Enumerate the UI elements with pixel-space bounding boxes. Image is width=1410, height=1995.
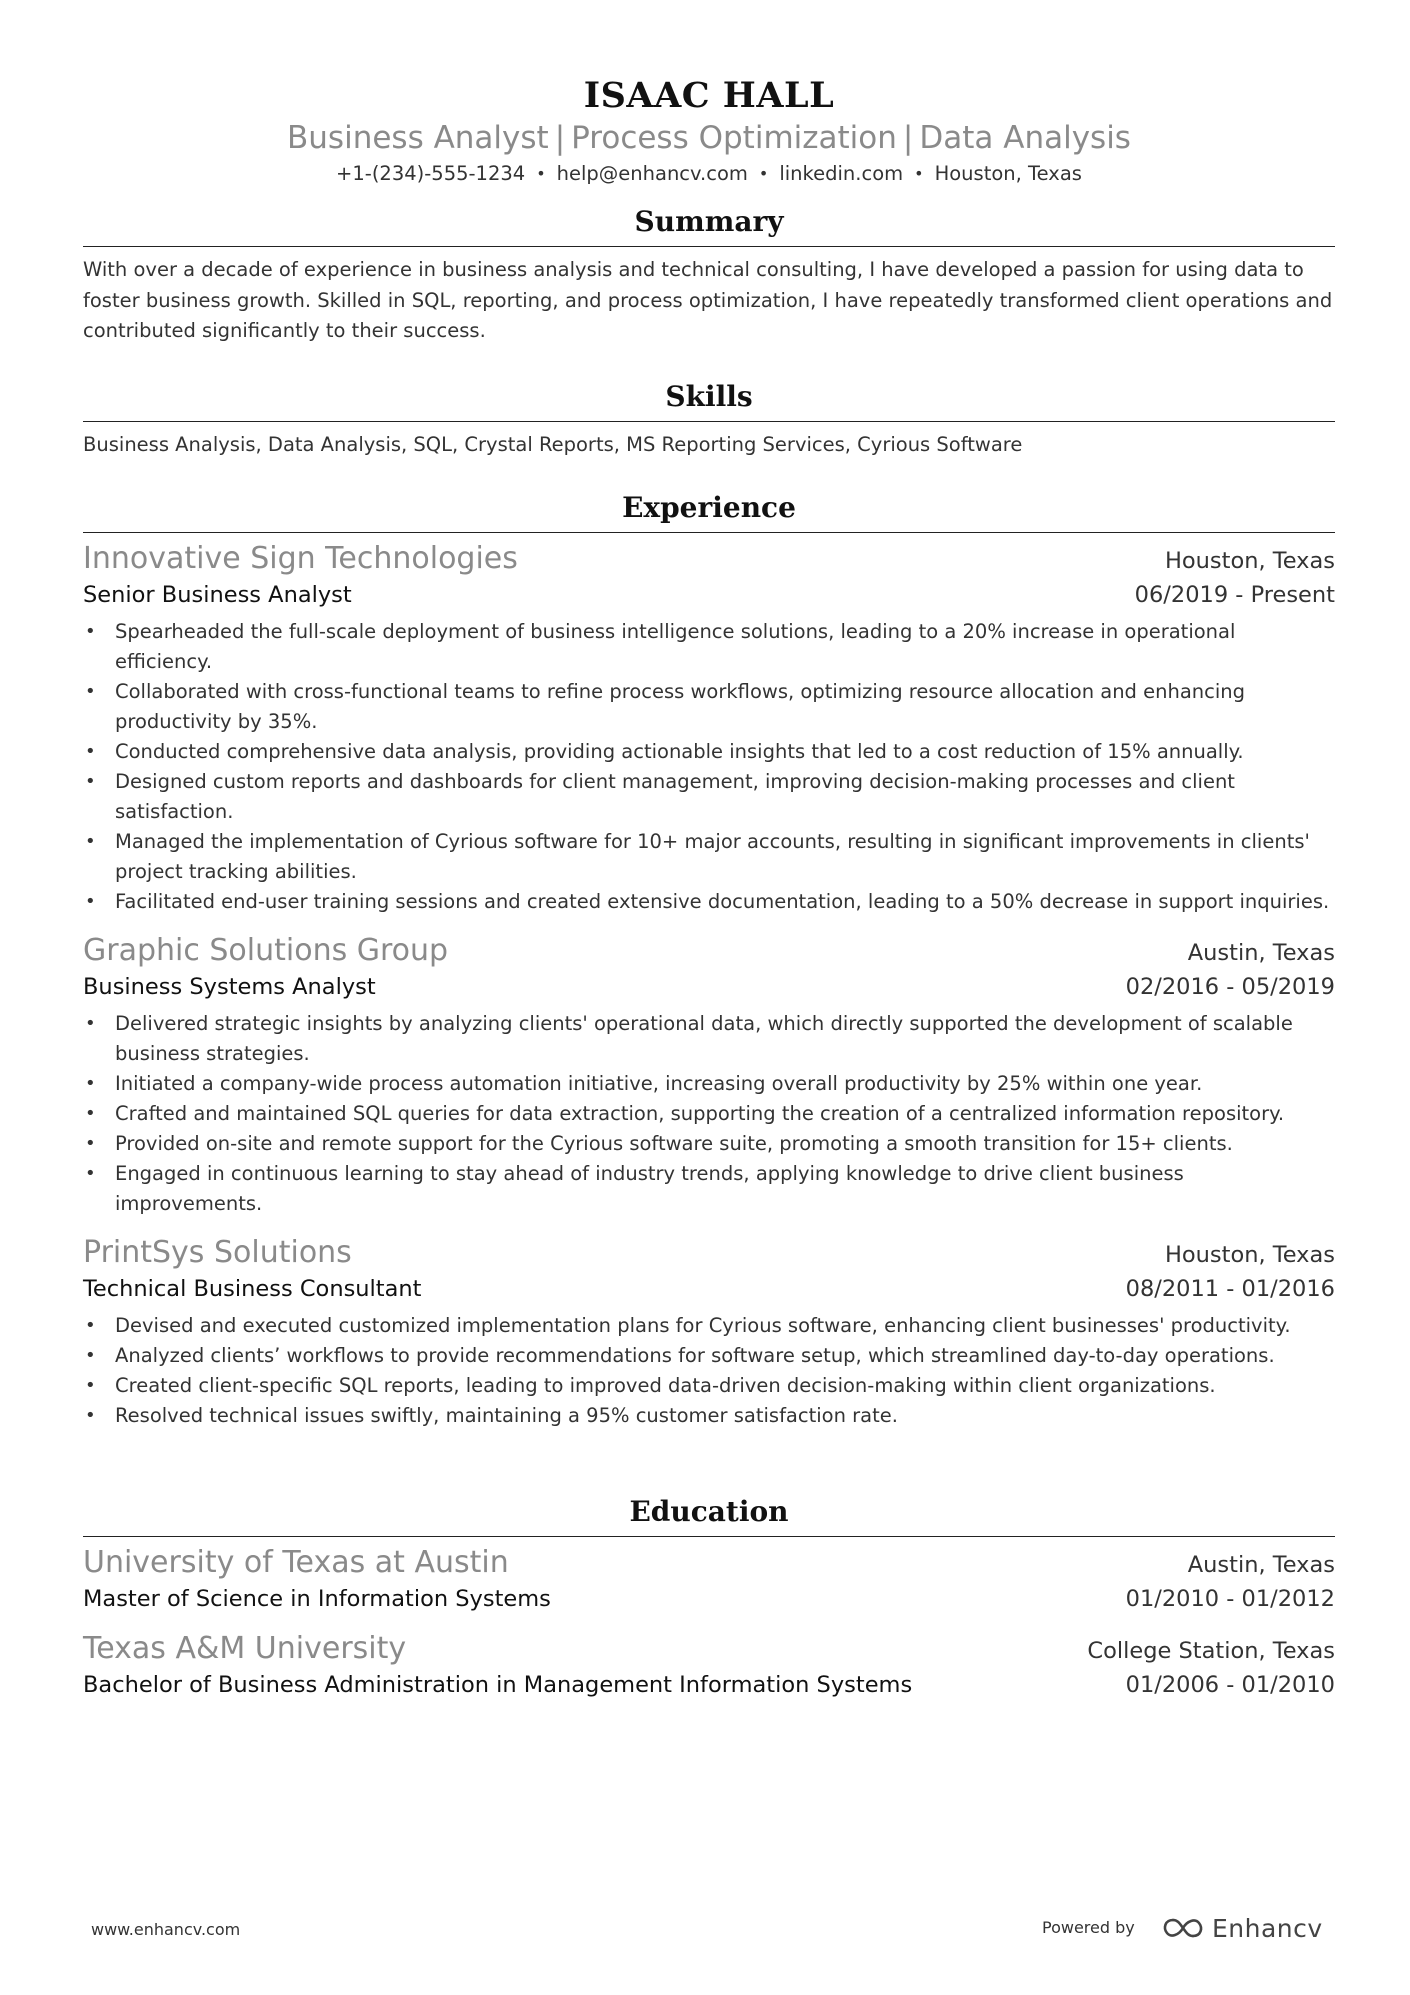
experience-entry [83, 931, 1335, 1219]
resume-page [83, 0, 1335, 1698]
skills-text: Business Analysis, Data Analysis, SQL, Crystal Reports, MS Reporting Services, Cyrious Software [83, 433, 1023, 456]
achievement-list [83, 1009, 1335, 1219]
section-title-skills: Skills [83, 379, 1335, 422]
email-link[interactable]: help@enhancv.com [556, 162, 748, 185]
footer-url-link[interactable]: www.enhancv.com [91, 1920, 241, 1939]
school-name: Texas A&M University [83, 1631, 407, 1666]
achievement-item: • Analyzed clients’ workflows to provide recommendations for software setup, which streamlined day-to-day operations. [83, 1341, 1335, 1371]
contact-separator: • [914, 164, 924, 183]
job-title: Technical Business Consultant [83, 1276, 422, 1302]
achievement-item: • Resolved technical issues swiftly, maintaining a 95% customer satisfaction rate. [83, 1401, 1335, 1431]
education-dates: 01/2010 - 01/2012 [1125, 1586, 1335, 1612]
enhancv-logo-icon [1160, 1916, 1206, 1940]
contact-line [83, 160, 1335, 189]
education-section [83, 1494, 1335, 1701]
job-dates: 02/2016 - 05/2019 [1125, 974, 1335, 1000]
headline-item: Data Analysis [919, 120, 1131, 156]
achievement-item: • Spearheaded the full-scale deployment of business intelligence solutions, leading to a 20% increase in operational efficiency. [83, 617, 1335, 677]
job-dates: 08/2011 - 01/2016 [1125, 1276, 1335, 1302]
contact-separator: • [536, 164, 546, 183]
phone: +1-(234)-555-1234 [336, 162, 526, 185]
job-location: Austin, Texas [1187, 940, 1335, 966]
achievement-item: • Crafted and maintained SQL queries for data extraction, supporting the creation of a centralized information repository. [83, 1099, 1335, 1129]
summary-section [83, 204, 1335, 347]
education-entry [83, 1543, 1335, 1615]
achievement-item: • Facilitated end-user training sessions and created extensive documentation, leading to a 50% decrease in support inquiries. [83, 887, 1335, 917]
job-title: Senior Business Analyst [83, 582, 352, 608]
achievement-item: • Collaborated with cross-functional teams to refine process workflows, optimizing resource allocation and enhancing productivity by 35%. [83, 677, 1335, 737]
headline-item: Process Optimization [571, 120, 897, 156]
section-title-education: Education [83, 1494, 1335, 1537]
achievement-item: • Designed custom reports and dashboards for client management, improving decision-making processes and client satisfaction. [83, 767, 1335, 827]
brand-name: Enhancv [1212, 1913, 1323, 1943]
contact-separator: • [758, 164, 769, 183]
achievement-item: • Engaged in continuous learning to stay ahead of industry trends, applying knowledge to drive client business improvements. [83, 1159, 1335, 1219]
headline [83, 118, 1335, 158]
company-name: Innovative Sign Technologies [83, 541, 518, 576]
experience-section [83, 490, 1335, 1431]
candidate-name: ISAAC HALL [583, 75, 835, 116]
job-title: Business Systems Analyst [83, 974, 376, 1000]
achievement-item: • Conducted comprehensive data analysis, providing actionable insights that led to a cost reduction of 15% annually. [83, 737, 1335, 767]
job-location: Houston, Texas [1164, 548, 1335, 574]
company-name: PrintSys Solutions [83, 1235, 352, 1270]
school-location: College Station, Texas [1087, 1638, 1335, 1664]
section-title-summary: Summary [83, 204, 1335, 247]
school-name: University of Texas at Austin [83, 1545, 509, 1580]
summary-text: With over a decade of experience in business analysis and technical consulting, I have developed a passion for using data to foster business growth. Skilled in SQL, reporting, and process optimization, I have repeatedly transformed client operations and contributed significantly to their success. [83, 258, 1333, 342]
section-title-experience: Experience [83, 490, 1335, 533]
achievement-item: • Created client-specific SQL reports, leading to improved data-driven decision-making within client organizations. [83, 1371, 1335, 1401]
achievement-item: • Provided on-site and remote support for the Cyrious software suite, promoting a smooth transition for 15+ clients. [83, 1129, 1335, 1159]
experience-entry [83, 1233, 1335, 1431]
job-location: Houston, Texas [1164, 1242, 1335, 1268]
resume-header [83, 0, 1335, 189]
location: Houston, Texas [934, 162, 1082, 185]
achievement-item: • Managed the implementation of Cyrious software for 10+ major accounts, resulting in significant improvements in clients' project tracking abilities. [83, 827, 1335, 887]
degree: Bachelor of Business Administration in Management Information Systems [83, 1672, 913, 1698]
page-footer [0, 1910, 1410, 1950]
achievement-item: • Initiated a company-wide process automation initiative, increasing overall productivity by 25% within one year. [83, 1069, 1335, 1099]
headline-item: Business Analyst [287, 120, 549, 156]
school-location: Austin, Texas [1187, 1552, 1335, 1578]
achievement-item: • Devised and executed customized implementation plans for Cyrious software, enhancing client businesses' productivity. [83, 1311, 1335, 1341]
skills-section [83, 379, 1335, 461]
achievement-list [83, 1311, 1335, 1431]
powered-by-label: Powered by [1042, 1918, 1135, 1937]
experience-entry [83, 539, 1335, 917]
company-name: Graphic Solutions Group [83, 933, 449, 968]
enhancv-brand-link[interactable] [1160, 1910, 1323, 1946]
achievement-list [83, 617, 1335, 917]
degree: Master of Science in Information Systems [83, 1586, 551, 1612]
achievement-item: • Delivered strategic insights by analyzing clients' operational data, which directly supported the development of scalable business strategies. [83, 1009, 1335, 1069]
job-dates: 06/2019 - Present [1134, 582, 1335, 608]
linkedin-link[interactable]: linkedin.com [779, 162, 904, 185]
education-entry [83, 1629, 1335, 1701]
education-dates: 01/2006 - 01/2010 [1125, 1672, 1335, 1698]
headline-separator: | [902, 120, 914, 156]
headline-separator: | [554, 120, 566, 156]
